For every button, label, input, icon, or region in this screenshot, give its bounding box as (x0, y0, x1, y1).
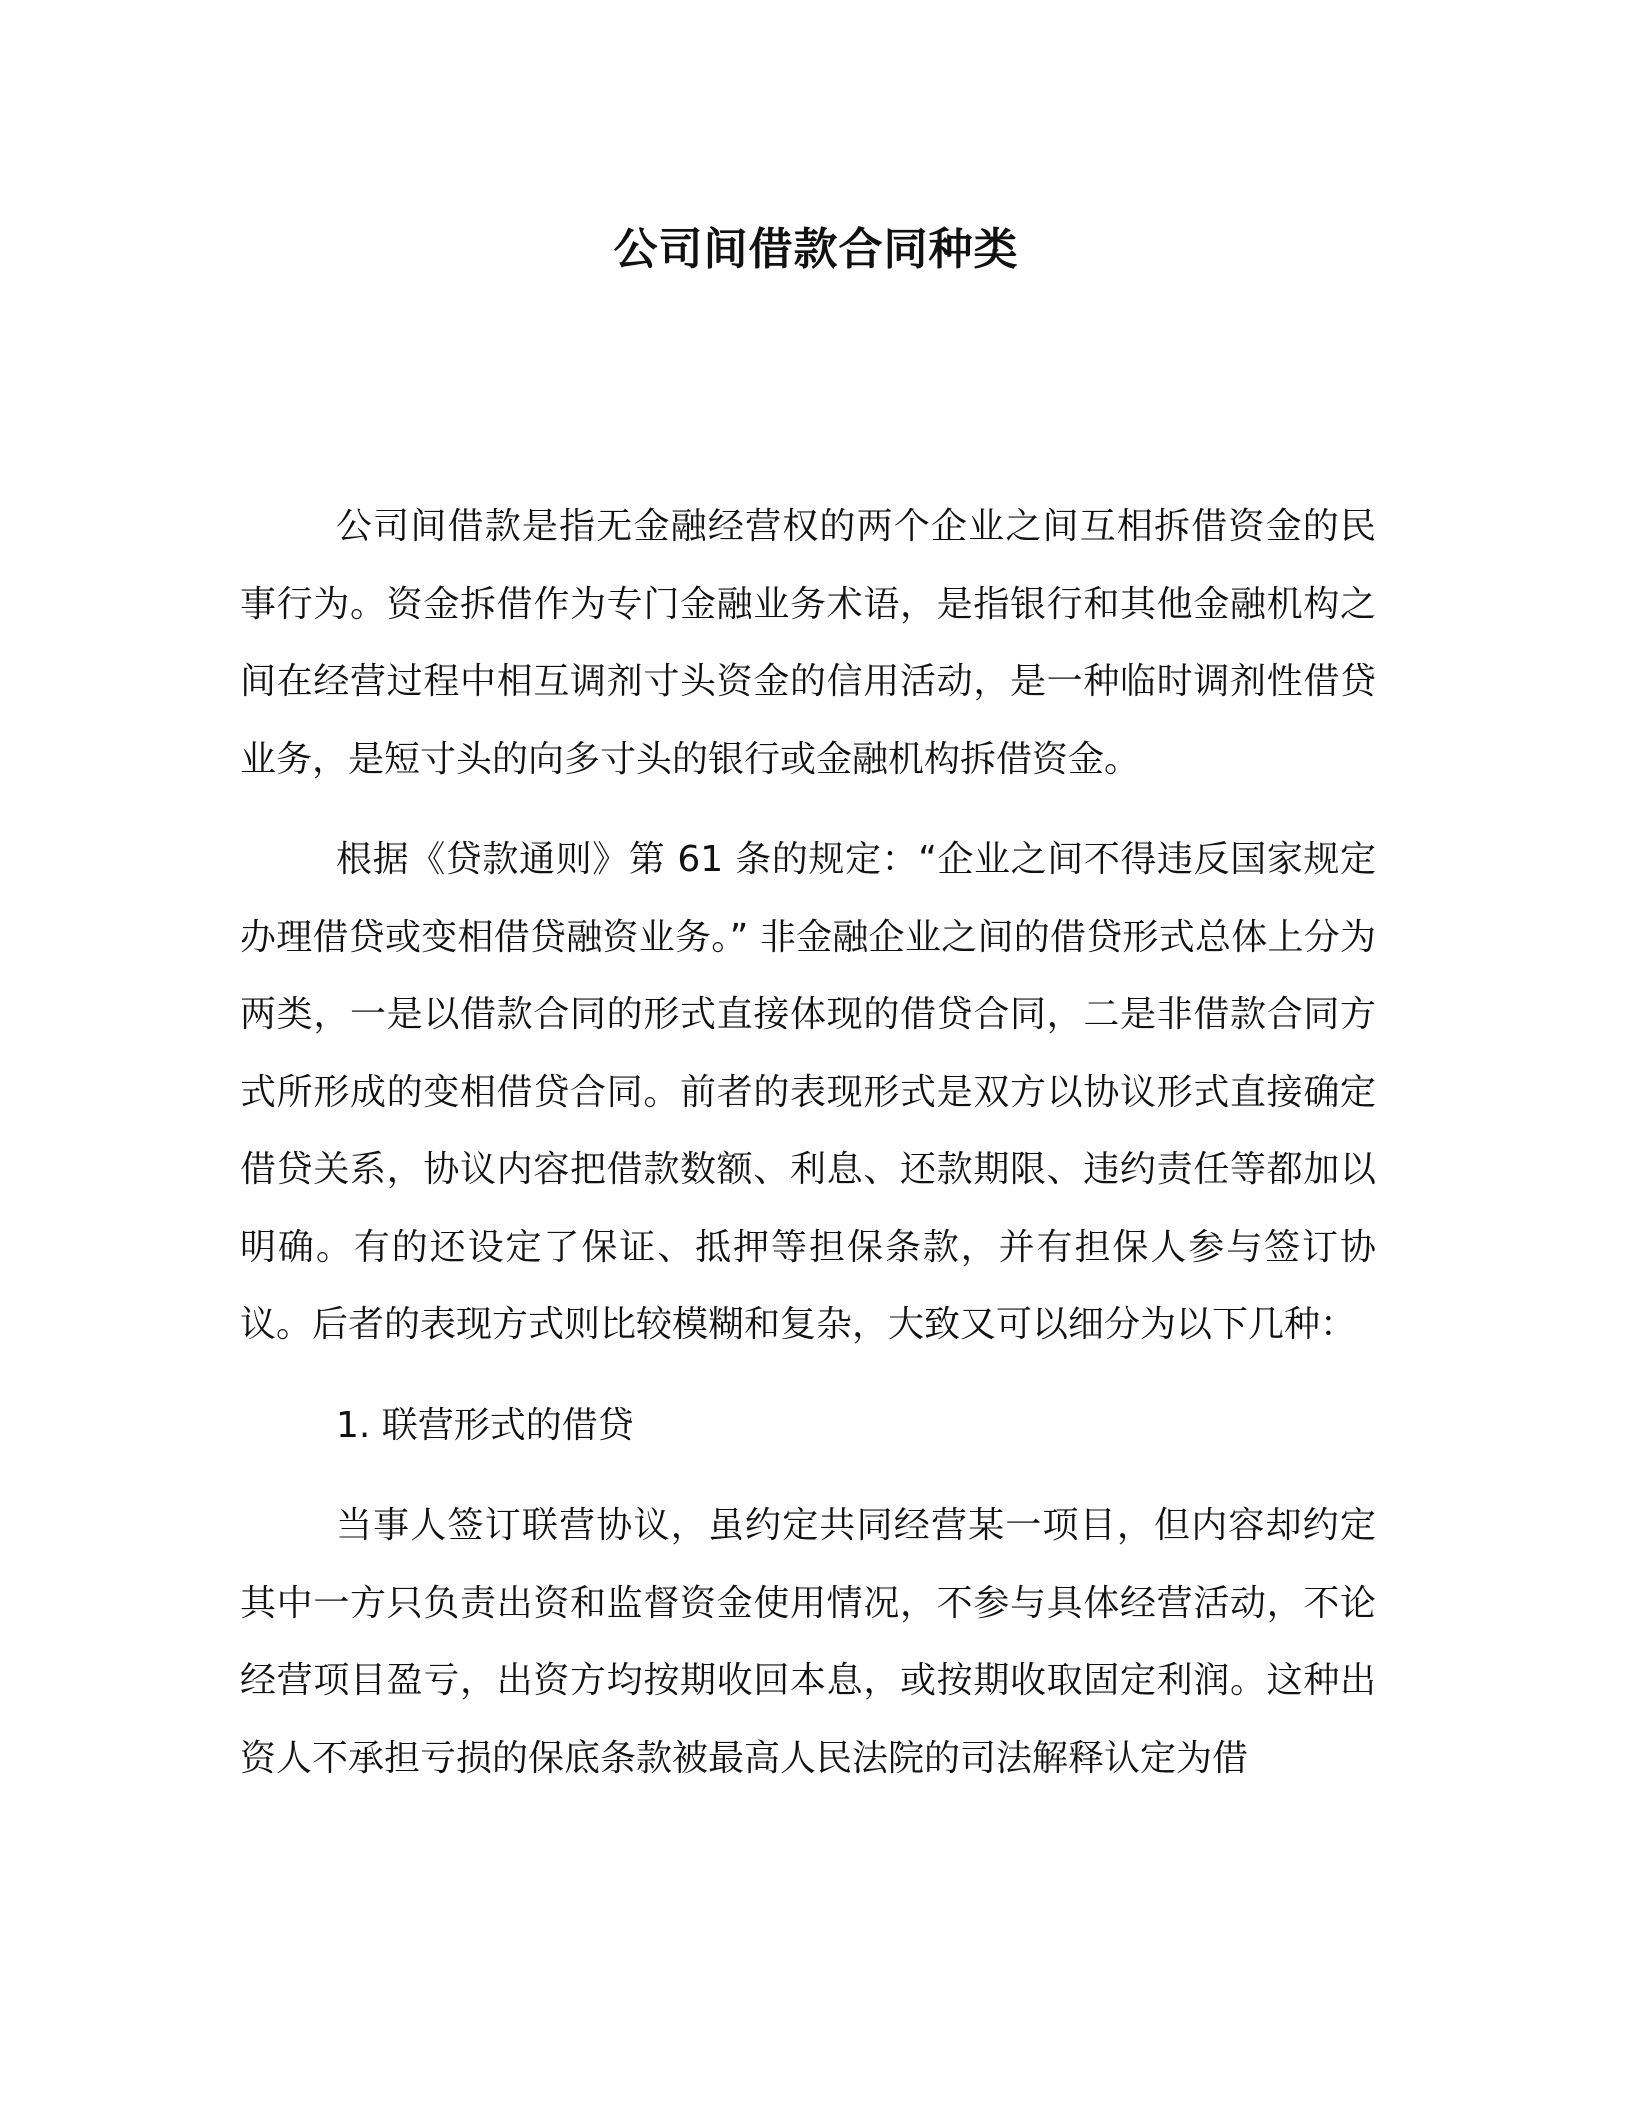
paragraph-loan-rules: 根据《贷款通则》第 61 条的规定：“企业之间不得违反国家规定办理借贷或变相借贷融资业务。” 非金融企业之间的借贷形式总体上分为两类，一是以借款合同的形式直接体现的借贷合同，二是非借款合同方式所形成的变相借贷合同。前者的表现形式是双方以协议形式直接确定借贷关系，协议内容把借款数额、利息、还款期限、违约责任等都加以明确。有的还设定了保证、抵押等担保条款，并有担保人参与签订协议。后者的表现方式则比较模糊和复杂，大致又可以细分为以下几种： (240, 839, 1376, 1345)
document-title: 公司间借款合同种类 (613, 224, 1019, 275)
document-body (240, 488, 1376, 1797)
paragraph-definition: 公司间借款是指无金融经营权的两个企业之间互相拆借资金的民事行为。资金拆借作为专门金融业务术语，是指银行和其他金融机构之间在经营过程中相互调剂寸头资金的信用活动，是一种临时调剂性借贷业务，是短寸头的向多寸头的银行或金融机构拆借资金。 (240, 506, 1376, 780)
paragraph-joint-venture-loan: 当事人签订联营协议，虽约定共同经营某一项目，但内容却约定其中一方只负责出资和监督资金使用情况，不参与具体经营活动，不论经营项目盈亏，出资方均按期收回本息，或按期收取固定利润。这种出资人不承担亏损的保底条款被最高人民法院的司法解释认定为借 (240, 1505, 1376, 1779)
section-heading-joint-venture-loan: 1. 联营形式的借贷 (336, 1404, 634, 1446)
